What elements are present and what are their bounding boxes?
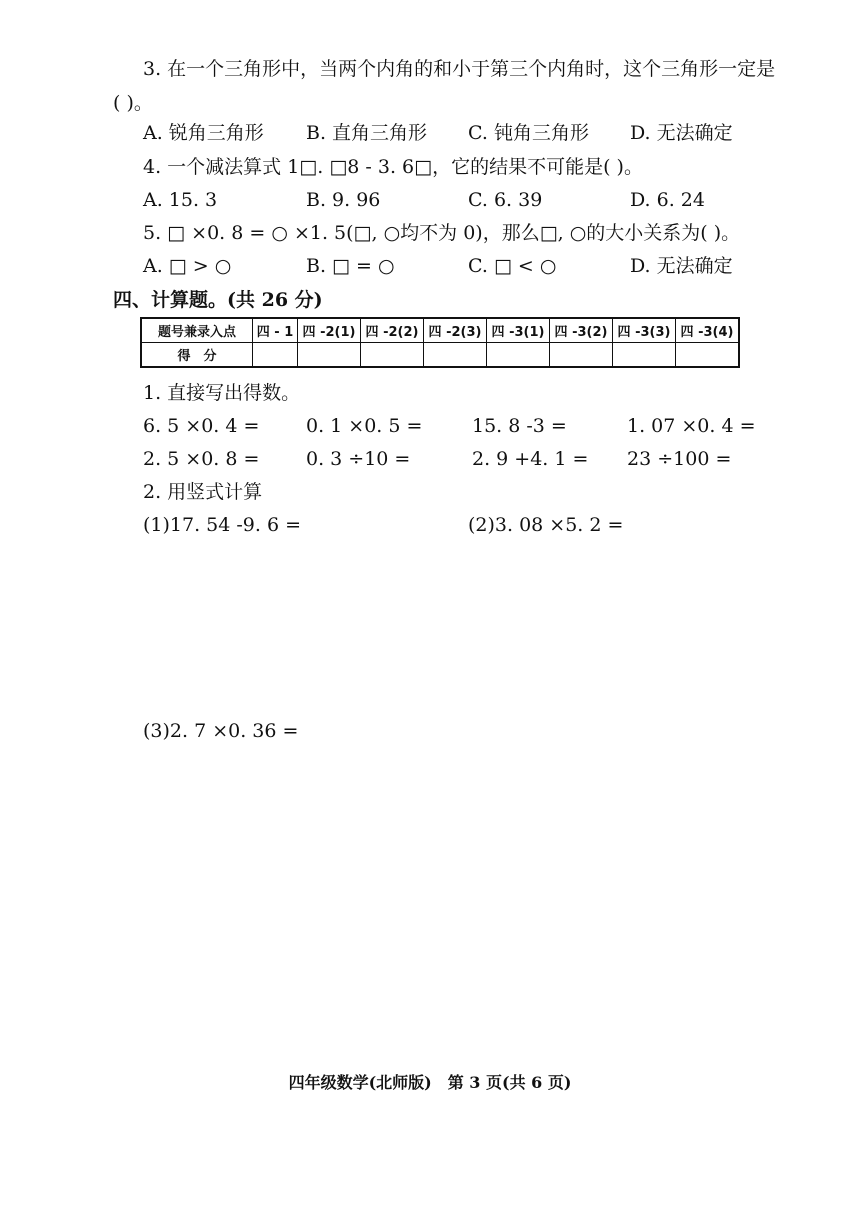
score-cell[interactable] <box>613 343 676 368</box>
score-cell[interactable] <box>361 343 424 368</box>
question-3-option-b: B. 直角三角形 <box>306 122 428 144</box>
score-table-header-cell: 四 -3(2) <box>550 318 613 343</box>
question-4-option-a: A. 15. 3 <box>143 189 218 211</box>
question-3-option-c: C. 钝角三角形 <box>468 122 589 144</box>
question-5-option-c: C. □ < ○ <box>468 255 557 277</box>
score-cell[interactable] <box>550 343 613 368</box>
score-cell[interactable] <box>298 343 361 368</box>
score-table-header-cell: 四 -2(2) <box>361 318 424 343</box>
score-cell[interactable] <box>424 343 487 368</box>
score-table-header-label: 题号兼录入点 <box>141 318 253 343</box>
score-table-header-cell: 四 - 1 <box>253 318 298 343</box>
question-3-option-d: D. 无法确定 <box>630 122 733 144</box>
question-5-option-b: B. □ = ○ <box>306 255 395 277</box>
question-5-option-a: A. □ > ○ <box>143 255 232 277</box>
score-table <box>140 317 740 368</box>
calc-item: 15. 8 -3 = <box>472 415 567 437</box>
section-4-title: 四、计算题。(共 26 分) <box>113 289 323 311</box>
vertical-calc-item: (3)2. 7 ×0. 36 = <box>143 720 299 742</box>
score-table-header-cell: 四 -2(1) <box>298 318 361 343</box>
part-2-title: 2. 用竖式计算 <box>143 481 263 503</box>
question-4-option-b: B. 9. 96 <box>306 189 381 211</box>
score-table-header-cell: 四 -3(1) <box>487 318 550 343</box>
question-4-option-d: D. 6. 24 <box>630 189 705 211</box>
question-3-text: 3. 在一个三角形中，当两个内角的和小于第三个内角时，这个三角形一定是 <box>143 58 776 80</box>
calc-item: 1. 07 ×0. 4 = <box>627 415 756 437</box>
question-5-option-d: D. 无法确定 <box>630 255 733 277</box>
calc-item: 6. 5 ×0. 4 = <box>143 415 260 437</box>
score-table-header-row <box>141 318 739 343</box>
score-table-header-cell: 四 -3(4) <box>676 318 740 343</box>
vertical-calc-item: (1)17. 54 -9. 6 = <box>143 514 302 536</box>
calc-item: 2. 9 +4. 1 = <box>472 448 589 470</box>
score-cell[interactable] <box>676 343 740 368</box>
score-table-header-cell: 四 -3(3) <box>613 318 676 343</box>
score-table-header-cell: 四 -2(3) <box>424 318 487 343</box>
question-3-blank: ( )。 <box>113 92 153 114</box>
question-4-option-c: C. 6. 39 <box>468 189 543 211</box>
vertical-calc-item: (2)3. 08 ×5. 2 = <box>468 514 624 536</box>
page-footer: 四年级数学(北师版) 第 3 页(共 6 页) <box>288 1073 572 1092</box>
score-cell[interactable] <box>487 343 550 368</box>
question-3-option-a: A. 锐角三角形 <box>143 122 264 144</box>
part-1-title: 1. 直接写出得数。 <box>143 382 301 404</box>
question-5-text: 5. □ ×0. 8 = ○ ×1. 5(□, ○均不为 0)，那么□, ○的大小关系为( )。 <box>143 222 741 244</box>
calc-item: 0. 3 ÷10 = <box>306 448 411 470</box>
score-table-score-label: 得 分 <box>141 343 253 368</box>
calc-item: 0. 1 ×0. 5 = <box>306 415 423 437</box>
score-cell[interactable] <box>253 343 298 368</box>
question-4-text: 4. 一个减法算式 1□. □8 - 3. 6□，它的结果不可能是( )。 <box>143 156 643 178</box>
calc-item: 23 ÷100 = <box>627 448 732 470</box>
calc-item: 2. 5 ×0. 8 = <box>143 448 260 470</box>
score-table-score-row <box>141 343 739 368</box>
